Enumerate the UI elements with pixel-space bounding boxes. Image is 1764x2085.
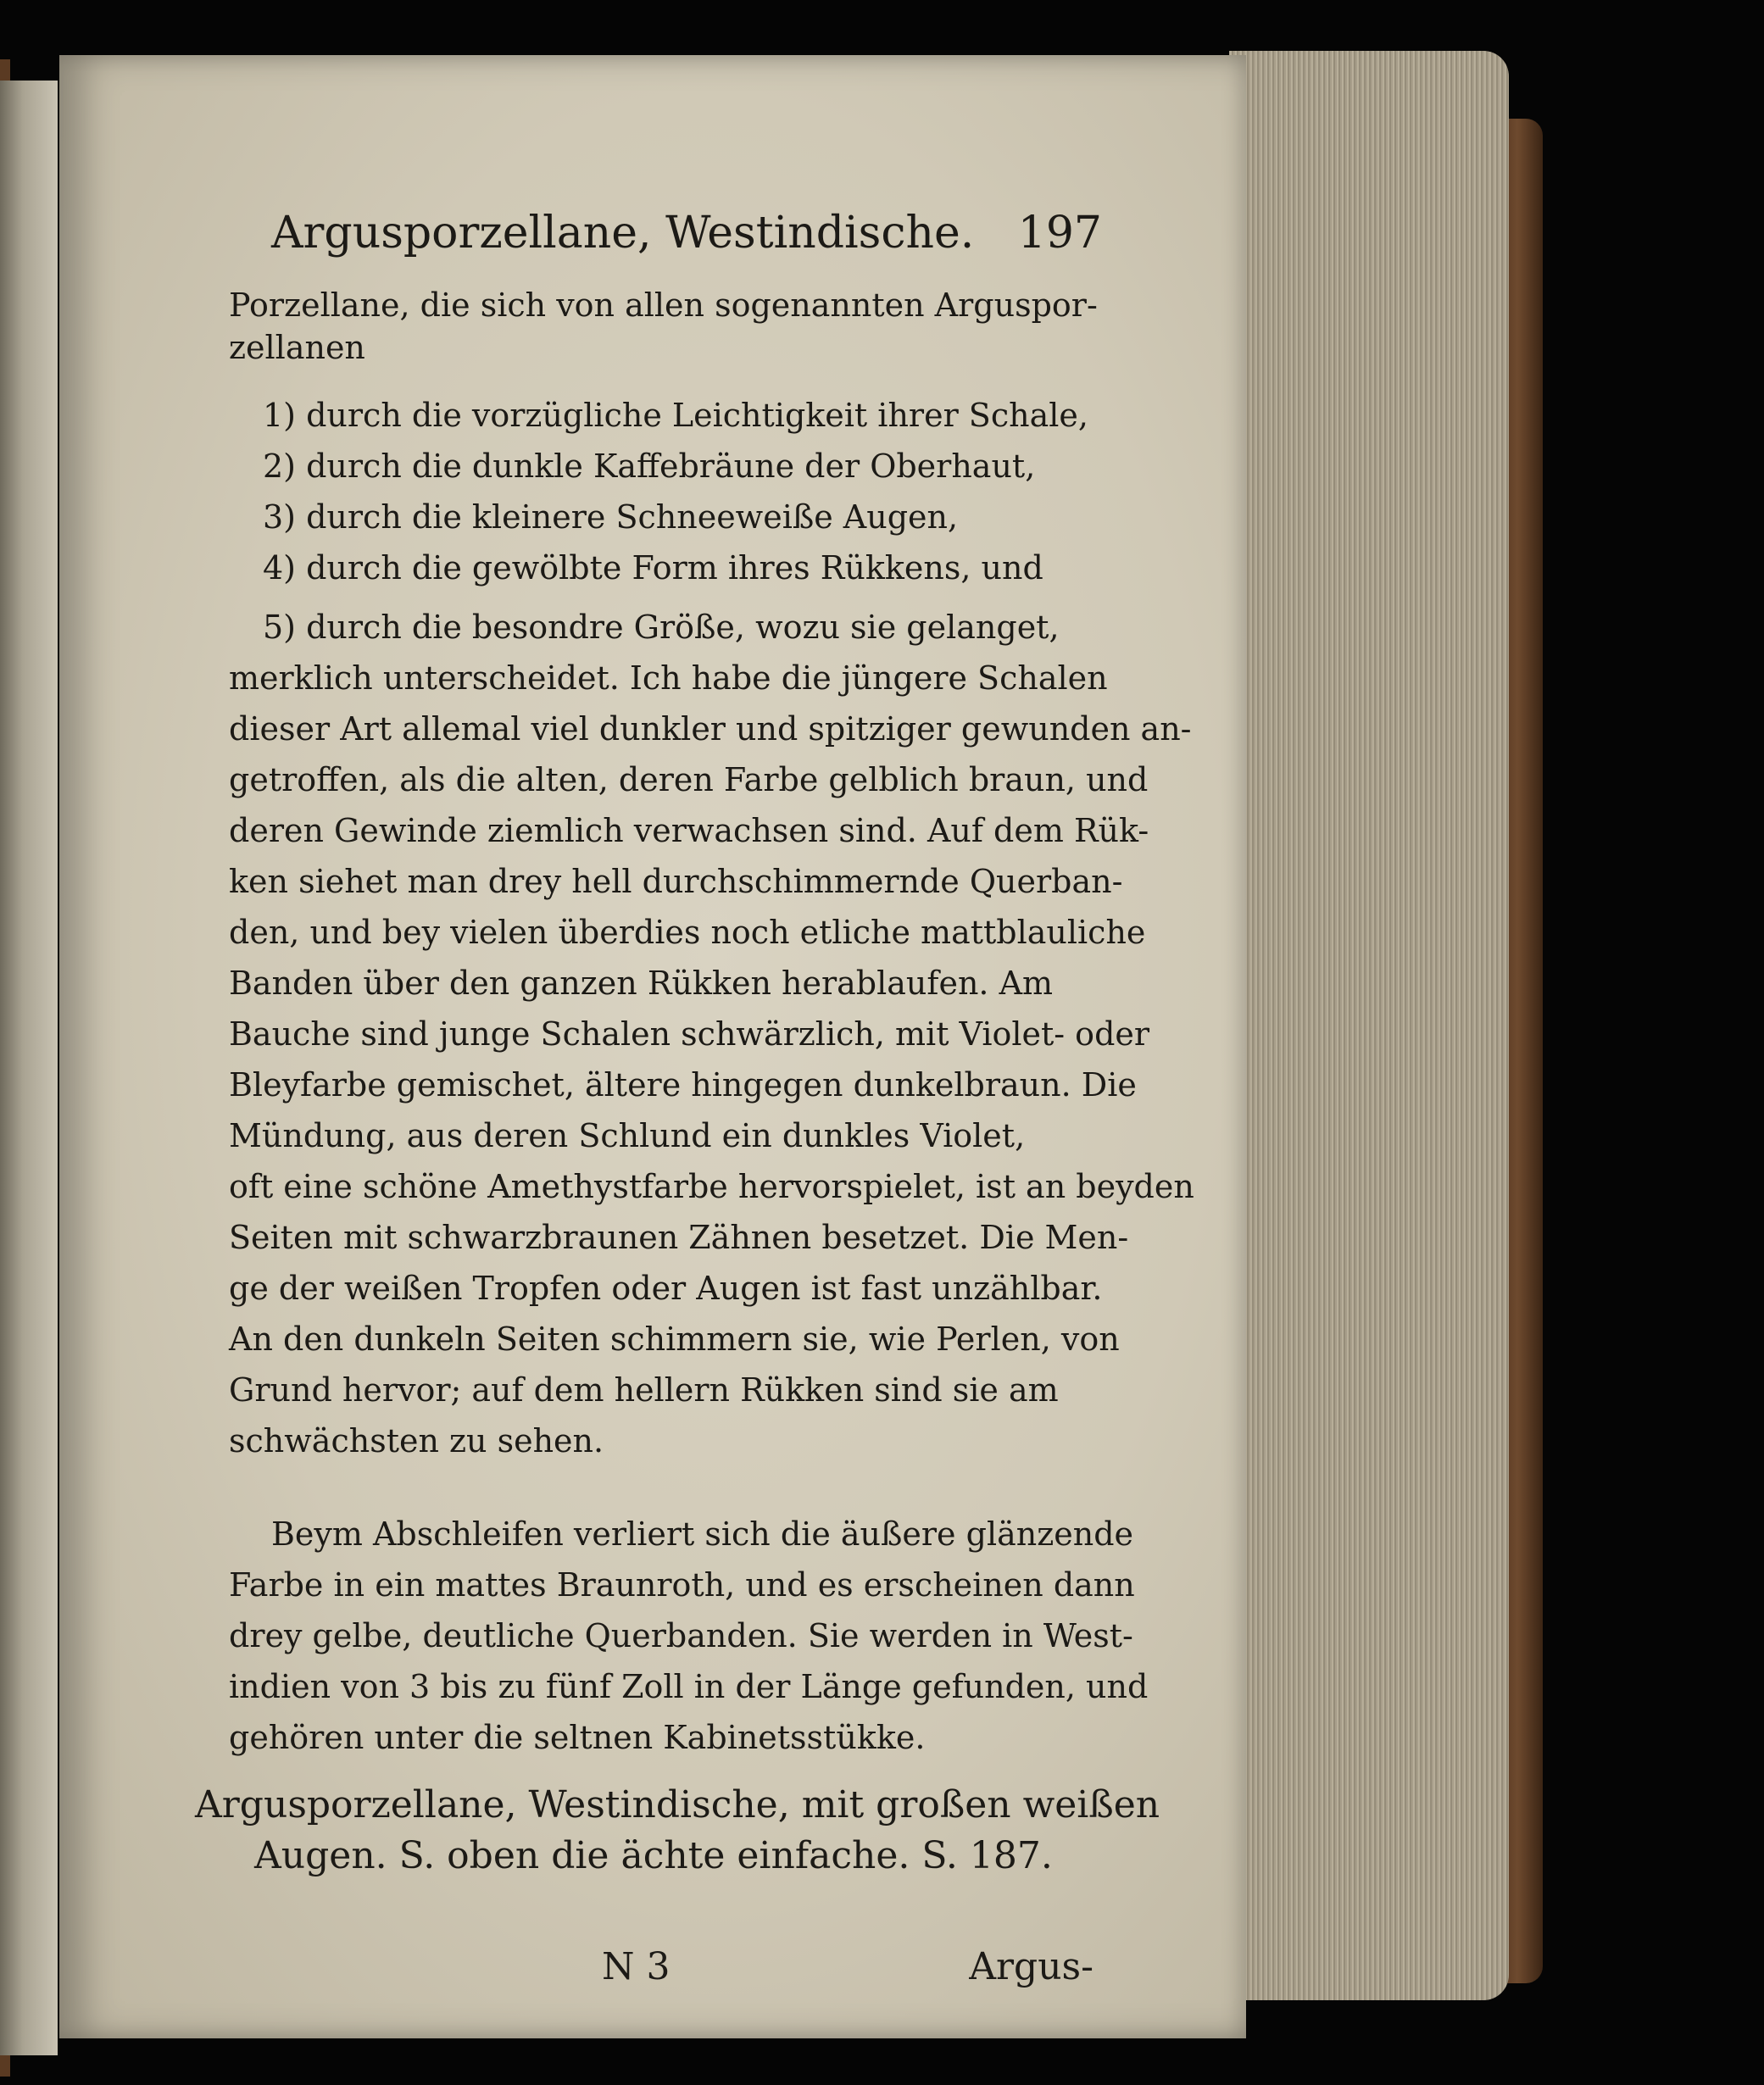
signature-mark: N 3: [602, 1945, 671, 1988]
body-line: Beym Abschleifen verliert sich die äußere glänzende: [271, 1515, 1134, 1553]
body-line: An den dunkeln Seiten schimmern sie, wie Perlen, von: [229, 1320, 1120, 1358]
body-line: gehören unter die seltnen Kabinetsstükke.: [229, 1719, 926, 1756]
catchword: Argus-: [969, 1945, 1093, 1988]
entry-heading: Argusporzellane, Westindische, mit großen weißen: [195, 1783, 1160, 1826]
body-line: deren Gewinde ziemlich verwachsen sind. Auf dem Rük-: [229, 812, 1149, 849]
body-line: ken siehet man drey hell durchschimmernde Querban-: [229, 863, 1123, 900]
body-line: merklich unterscheidet. Ich habe die jüngere Schalen: [229, 659, 1108, 697]
left-page-edge: [0, 81, 58, 2055]
body-line: Bauche sind junge Schalen schwärzlich, mit Violet- oder: [229, 1015, 1150, 1053]
body-line: zellanen: [229, 329, 365, 366]
list-item: 1) durch die vorzügliche Leichtigkeit ihrer Schale,: [263, 397, 1088, 434]
book-page: [59, 55, 1246, 2038]
list-item: 2) durch die dunkle Kaffebräune der Oberhaut,: [263, 448, 1036, 485]
running-header: [271, 191, 1102, 259]
body-line: schwächsten zu sehen.: [229, 1422, 604, 1460]
page-number: 197: [1017, 208, 1102, 259]
body-line: indien von 3 bis zu fünf Zoll in der Länge gefunden, und: [229, 1668, 1149, 1705]
body-line: ge der weißen Tropfen oder Augen ist fast unzählbar.: [229, 1270, 1103, 1307]
body-line: Farbe in ein mattes Braunroth, und es erscheinen dann: [229, 1566, 1135, 1604]
body-line: Grund hervor; auf dem hellern Rükken sind sie am: [229, 1371, 1059, 1409]
body-line: dieser Art allemal viel dunkler und spitziger gewunden an-: [229, 710, 1192, 748]
page-footer: [602, 1945, 1093, 1988]
body-line: drey gelbe, deutliche Querbanden. Sie werden in West-: [229, 1617, 1133, 1654]
list-item: 3) durch die kleinere Schneeweiße Augen,: [263, 498, 959, 536]
page-block-edges: [1229, 51, 1509, 2000]
body-line: Mündung, aus deren Schlund ein dunkles Violet,: [229, 1117, 1026, 1154]
running-title: Argusporzellane, Westindische.: [271, 208, 975, 259]
body-line: Seiten mit schwarzbraunen Zähnen besetzet. Die Men-: [229, 1219, 1129, 1256]
body-line: den, und bey vielen überdies noch etliche mattblauliche: [229, 914, 1146, 951]
body-line: oft eine schöne Amethystfarbe hervorspielet, ist an beyden: [229, 1168, 1194, 1205]
body-line: Porzellane, die sich von allen sogenannten Arguspor-: [229, 286, 1098, 324]
entry-heading: Augen. S. oben die ächte einfache. S. 187.: [254, 1834, 1053, 1877]
body-line: getroffen, als die alten, deren Farbe gelblich braun, und: [229, 761, 1149, 798]
body-line: Bleyfarbe gemischet, ältere hingegen dunkelbraun. Die: [229, 1066, 1137, 1104]
list-item: 5) durch die besondre Größe, wozu sie gelanget,: [263, 609, 1060, 646]
body-line: Banden über den ganzen Rükken herablaufen. Am: [229, 965, 1054, 1002]
list-item: 4) durch die gewölbte Form ihres Rükkens, und: [263, 549, 1043, 587]
